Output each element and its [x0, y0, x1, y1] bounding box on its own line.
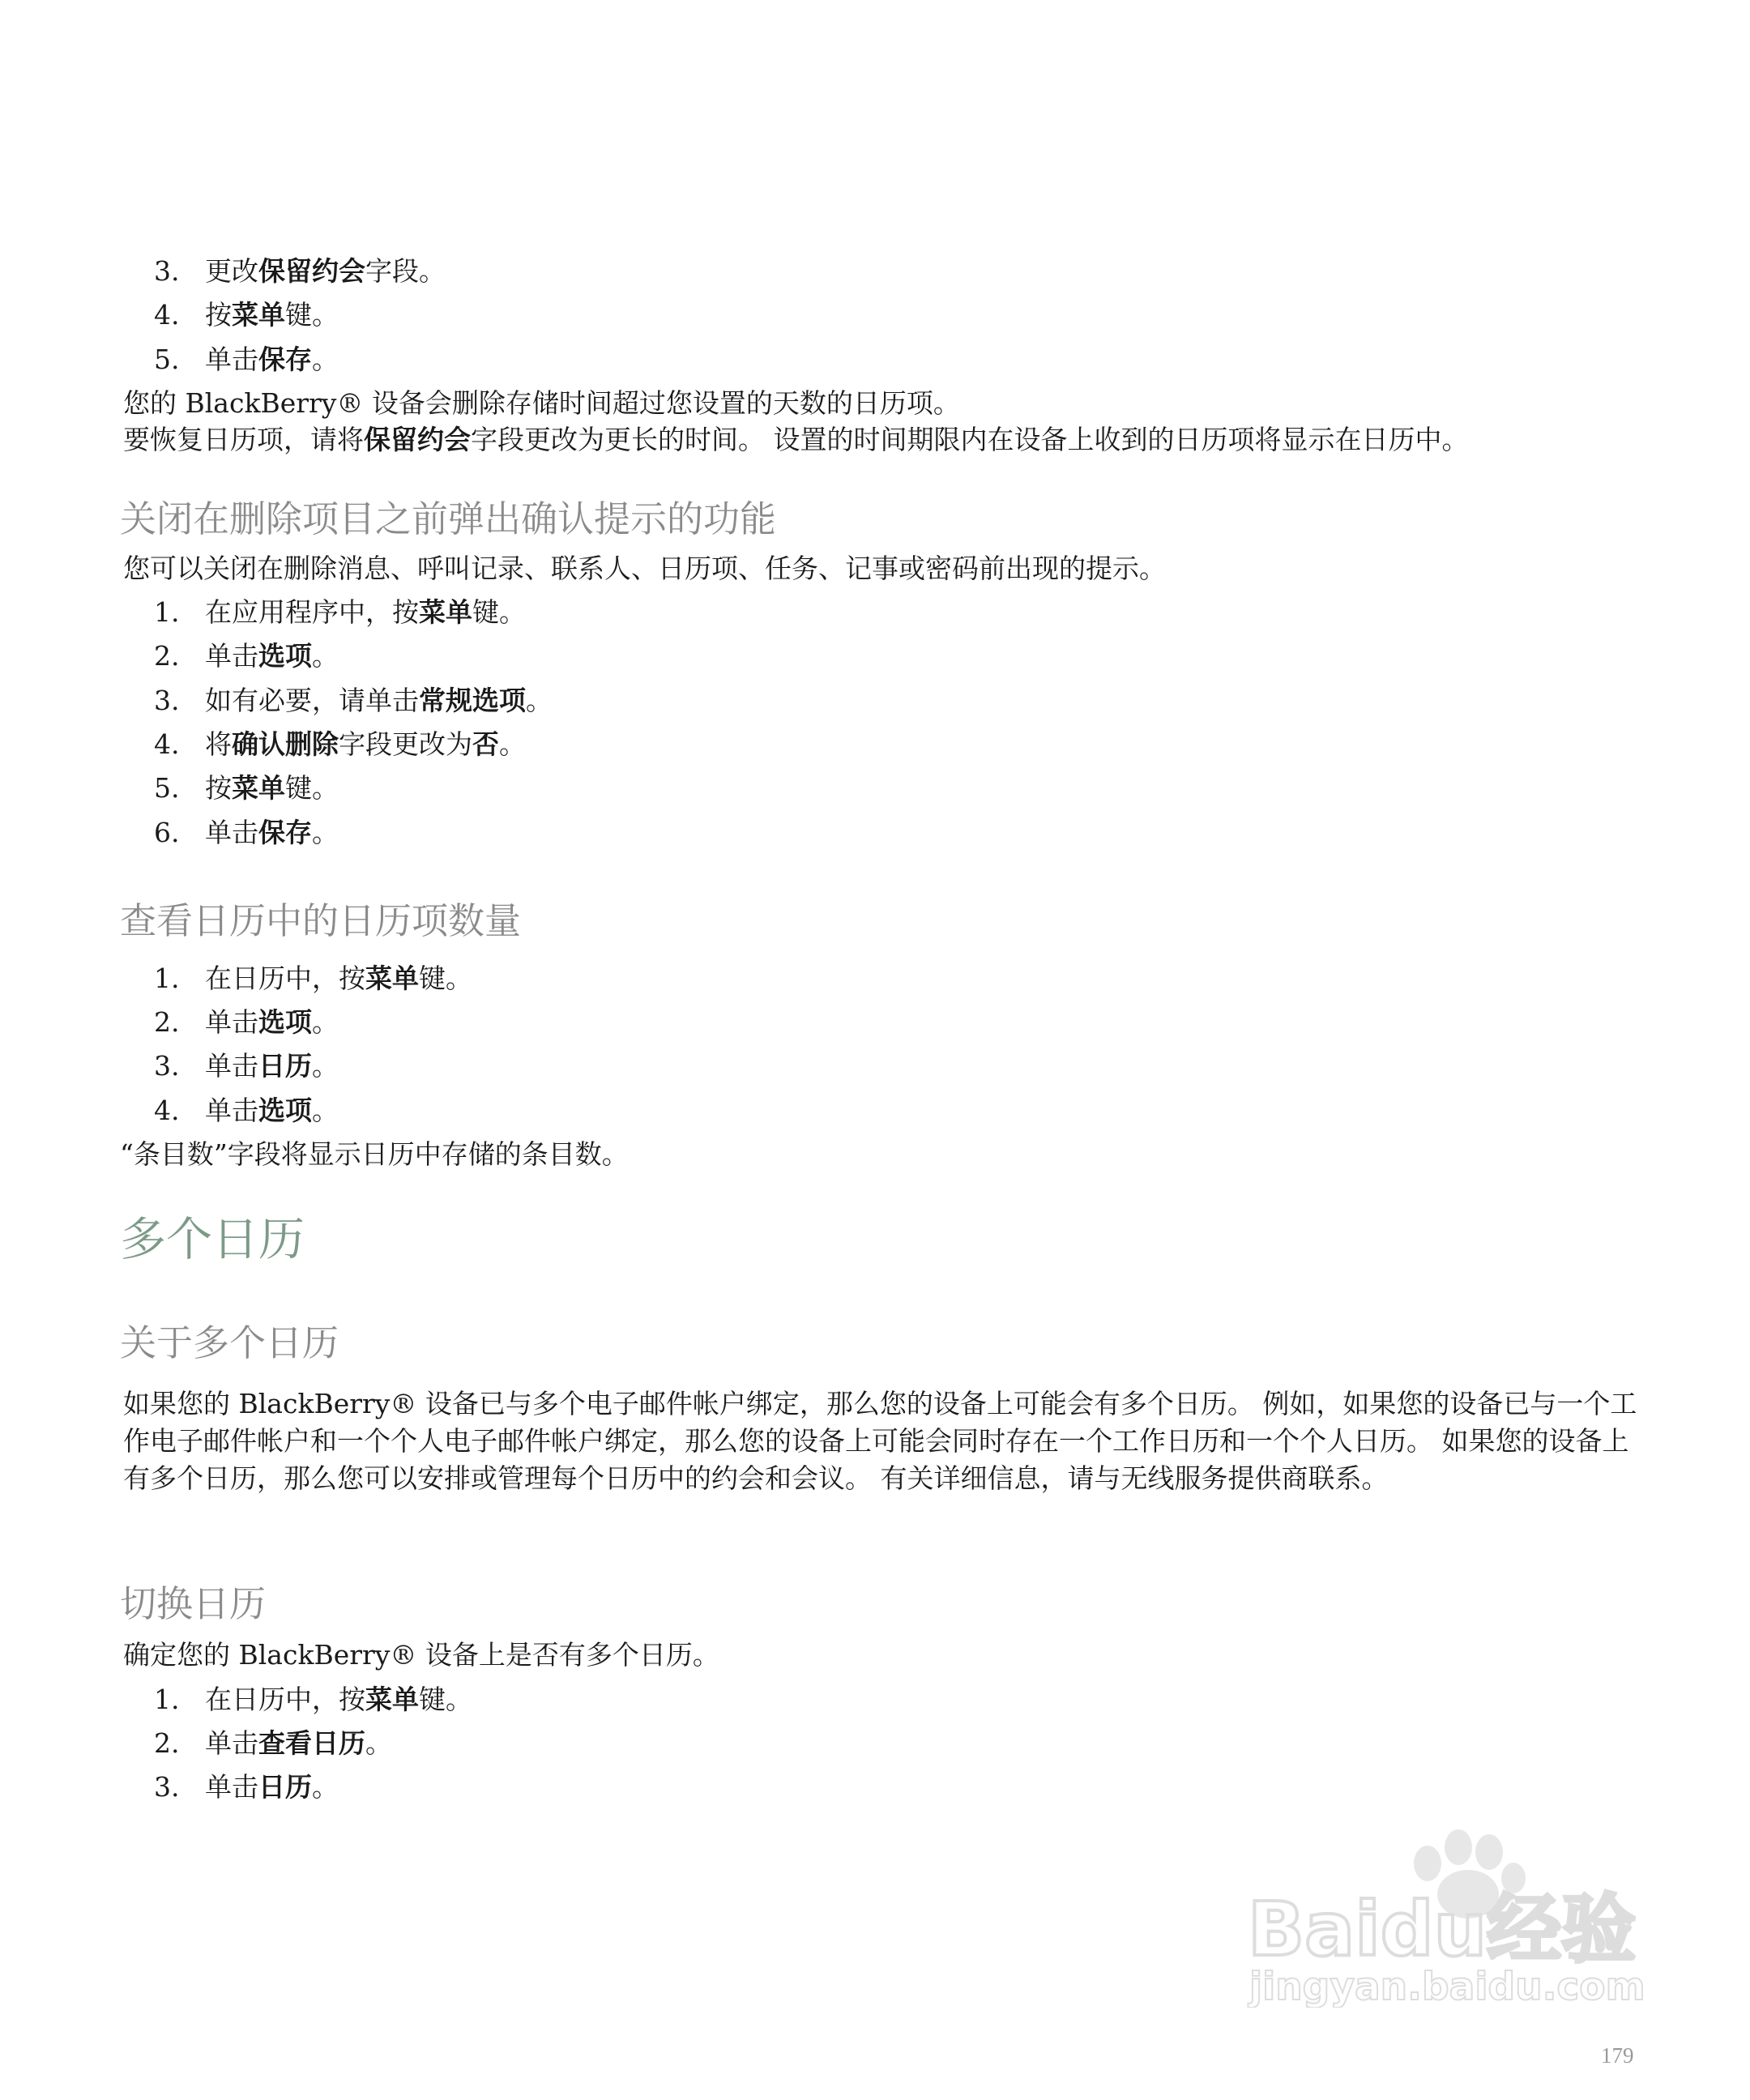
chapter-title: 多个日历: [120, 1213, 305, 1266]
step-item: 2. 单击查看日历。: [154, 1727, 392, 1759]
step-item: 1. 在应用程序中，按菜单键。: [154, 596, 526, 628]
result-note: “条目数”字段将显示日历中存储的条目数。: [120, 1138, 629, 1170]
page-number: 179: [1601, 2043, 1634, 2068]
result-note: 您的 BlackBerry® 设备会删除存储时间超过您设置的天数的日历项。: [123, 387, 960, 419]
step-item: 2. 单击选项。: [154, 1006, 339, 1038]
step-item: 1. 在日历中，按菜单键。: [154, 1684, 472, 1715]
section-heading: 关闭在删除项目之前弹出确认提示的功能: [120, 497, 777, 540]
step-item: 4. 单击选项。: [154, 1095, 339, 1126]
step-item: 5. 按菜单键。: [154, 772, 339, 804]
step-item: 3. 如有必要，请单击常规选项。: [154, 685, 553, 716]
section-heading: 查看日历中的日历项数量: [120, 899, 522, 942]
step-item: 3. 单击日历。: [154, 1050, 339, 1082]
step-item: 4. 按菜单键。: [154, 299, 339, 331]
baidu-watermark-logo: [1240, 1805, 1661, 2008]
section-heading: 关于多个日历: [120, 1321, 339, 1364]
section-intro: 确定您的 BlackBerry® 设备上是否有多个日历。: [123, 1639, 719, 1671]
section-intro: 您可以关闭在删除消息、呼叫记录、联系人、日历项、任务、记事或密码前出现的提示。: [123, 553, 1166, 584]
step-item: 6. 单击保存。: [154, 817, 339, 848]
step-item: 1. 在日历中，按菜单键。: [154, 962, 472, 994]
step-item: 2. 单击选项。: [154, 640, 339, 672]
step-item: 5. 单击保存。: [154, 344, 339, 375]
step-item: 4. 将确认删除字段更改为否。: [154, 728, 526, 760]
watermark-brand-text: Baidu经验: [1248, 1886, 1637, 1973]
section-body: 如果您的 BlackBerry® 设备已与多个电子邮件帐户绑定，那么您的设备上可能会有多个日历。 例如，如果您的设备已与一个工作电子邮件帐户和一个个人电子邮件帐户绑定，那么您的设备上可能会同时存在一个工作日历和一个个人日历。 如果您的设备上有多个日历，那么您可以安排或管理每个日历中的约会和会议。 有关详细信息，请与无线服务提供商联系。: [123, 1388, 1637, 1494]
watermark-url-text: jingyan.baidu.com: [1249, 1965, 1645, 2008]
result-note: 要恢复日历项，请将保留约会字段更改为更长的时间。 设置的时间期限内在设备上收到的日历项将显示在日历中。: [123, 424, 1469, 455]
section-heading: 切换日历: [120, 1582, 267, 1625]
step-item: 3. 单击日历。: [154, 1771, 339, 1803]
step-item: 3. 更改保留约会字段。: [154, 255, 446, 287]
